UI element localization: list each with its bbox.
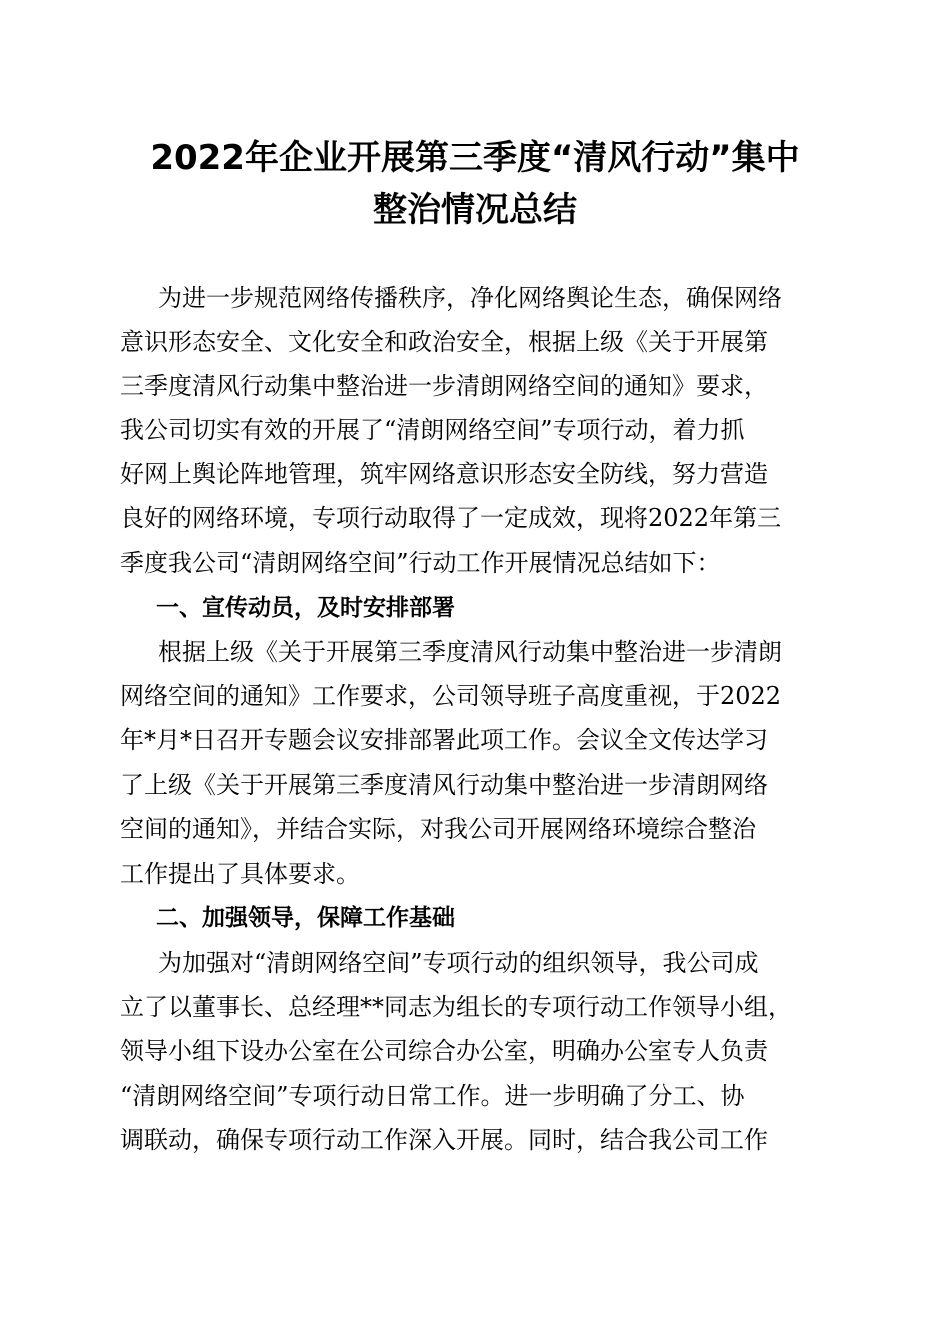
section-1-line-3: 年*月*日召开专题会议安排部署此项工作。会议全文传达学习 — [120, 726, 768, 754]
intro-line-7: 季度我公司“清朗网络空间”行动工作开展情况总结如下： — [120, 549, 721, 577]
intro-line-6: 良好的网络环境，专项行动取得了一定成效，现将2022年第三 — [120, 504, 782, 532]
section-1-line-2: 网络空间的通知》工作要求，公司领导班子高度重视，于2022 — [120, 682, 782, 710]
intro-line-1: 为进一步规范网络传播秩序，净化网络舆论生态，确保网络 — [158, 284, 782, 312]
document-title-line-1: 2022年企业开展第三季度“清风行动”集中 — [150, 138, 800, 178]
intro-line-5: 好网上舆论阵地管理，筑牢网络意识形态安全防线，努力营造 — [120, 460, 768, 488]
section-1-line-6: 工作提出了具体要求。 — [120, 860, 360, 888]
intro-line-2: 意识形态安全、文化安全和政治安全，根据上级《关于开展第 — [120, 328, 768, 356]
section-2-heading: 二、加强领导，保障工作基础 — [156, 905, 455, 931]
section-2-line-5: 调联动，确保专项行动工作深入开展。同时，结合我公司工作 — [120, 1126, 768, 1154]
document-title-line-2: 整治情况总结 — [373, 190, 577, 230]
section-1-line-5: 空间的通知》，并结合实际，对我公司开展网络环境综合整治 — [120, 815, 756, 843]
section-2-line-1: 为加强对“清朗网络空间”专项行动的组织领导，我公司成 — [158, 949, 759, 977]
intro-line-3: 三季度清风行动集中整治进一步清朗网络空间的通知》要求， — [120, 372, 768, 400]
section-2-line-3: 领导小组下设办公室在公司综合办公室，明确办公室专人负责 — [120, 1037, 768, 1065]
section-1-heading: 一、宣传动员，及时安排部署 — [156, 595, 455, 621]
section-1-line-1: 根据上级《关于开展第三季度清风行动集中整治进一步清朗 — [158, 638, 782, 666]
section-2-line-2: 立了以董事长、总经理**同志为组长的专项行动工作领导小组， — [120, 993, 792, 1021]
intro-line-4: 我公司切实有效的开展了“清朗网络空间”专项行动，着力抓 — [120, 416, 745, 444]
section-2-line-4: “清朗网络空间”专项行动日常工作。进一步明确了分工、协 — [120, 1082, 745, 1110]
section-1-line-4: 了上级《关于开展第三季度清风行动集中整治进一步清朗网络 — [120, 771, 768, 799]
